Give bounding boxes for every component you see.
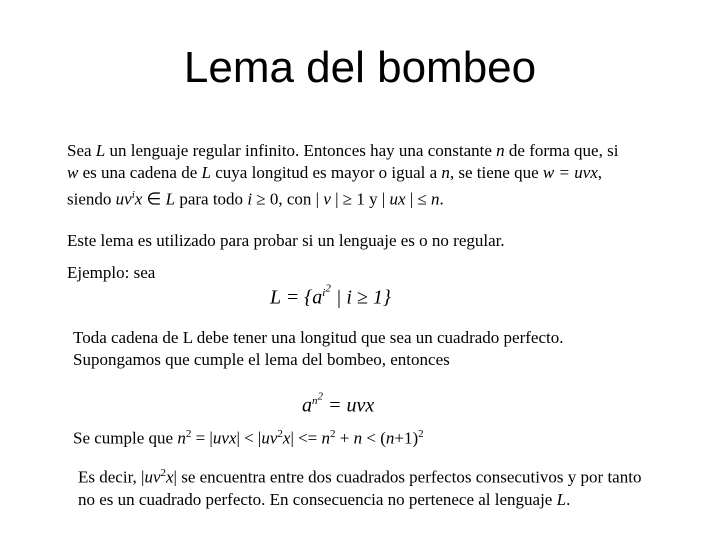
conclusion-line-1: Es decir, $|uv^2x|$ se encuentra entre dos cuadrados perfectos consecutivos y por tanto (78, 467, 642, 487)
square-line-2: Supongamos que cumple el lema del bombeo, entonces (73, 350, 450, 369)
intro-line-2: w es una cadena de L cuya longitud es mayor o igual a n, se tiene que w = uvx, (67, 163, 603, 182)
formula-pumping: $a^{n^2}$ = uvx (302, 390, 375, 417)
square-line-1: Toda cadena de L debe tener una longitud que sea un cuadrado perfecto. (73, 328, 564, 347)
inequality-line: Se cumple que $n^2 = |uvx| < |uv^2x| <= n^2 + n < (n+1)^2$ (73, 428, 424, 448)
intro-paragraph (67, 140, 618, 211)
formula-language-definition: $L = \{a^{i^2}$ | i ≥ 1} (270, 282, 391, 309)
intro-line-3: siendo $uv^ix$ ∈ L para todo i ≥ 0, con | v | ≥ 1 y | ux | ≤ n. (67, 189, 444, 209)
conclusion-line-2: no es un cuadrado perfecto. En consecuencia no pertenece al lenguaje L. (78, 489, 571, 509)
slide-title: Lema del bombeo (183, 43, 537, 92)
example-label: Ejemplo: sea (67, 263, 156, 282)
usage-text: Este lema es utilizado para probar si un lenguaje es o no regular. (67, 231, 505, 250)
intro-line-1: Sea L un lenguaje regular infinito. Entonces hay una constante n de forma que, si (67, 141, 619, 160)
square-paragraph (73, 327, 564, 371)
conclusion-paragraph (78, 462, 641, 511)
